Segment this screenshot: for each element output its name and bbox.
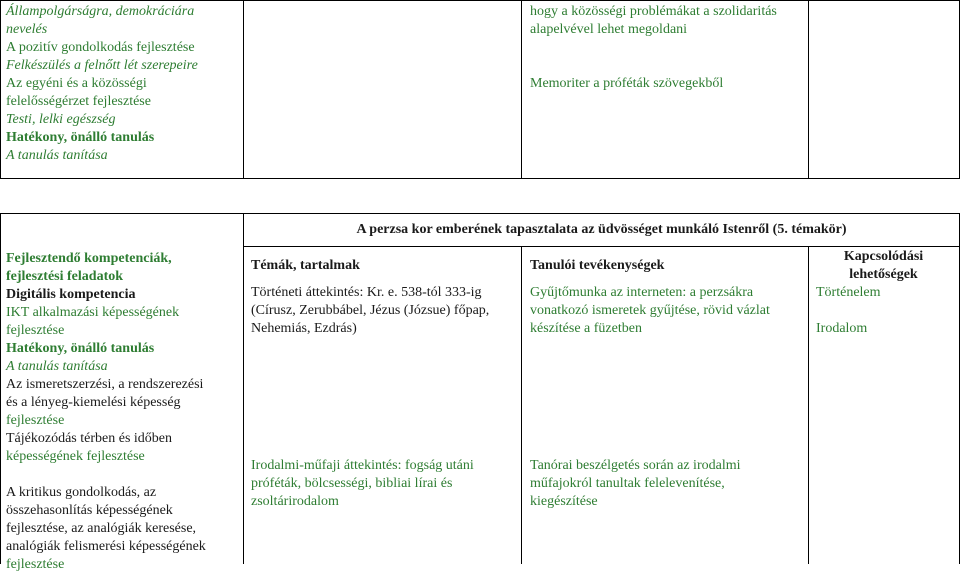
competencies-heading (6, 250, 241, 286)
competencies-list-2 (6, 484, 241, 574)
competency-line-9: Tájékozódás térben és időben (6, 431, 172, 446)
connection-literature: Irodalom (816, 321, 868, 336)
row2-topics-cell (251, 457, 519, 511)
top-table-top-border (0, 0, 960, 1)
top-table-divider-1 (243, 0, 244, 179)
connections-header-line-2: lehetőségek (849, 267, 918, 282)
competency-line-b-5: fejlesztése (6, 557, 65, 572)
top-table-bottom-border (0, 178, 960, 179)
top-table-divider-2 (521, 0, 522, 179)
row2-topic-line-2: próféták, bölcsességi, bibliai lírai és (251, 476, 453, 491)
section-left-border (0, 213, 1, 564)
section-title: A perzsa kor emberének tapasztalata az üdvösséget munkáló Istenről (5. témakör) (356, 222, 847, 237)
topics-header: Témák, tartalmak (251, 258, 360, 273)
competency-line-10: képességének fejlesztése (6, 449, 145, 464)
competency-line-b-4: analógiák felismerési képességének (6, 539, 206, 554)
competency-line-8: fejlesztése (6, 413, 65, 428)
top-competency-line-1: Állampolgárságra, demokráciára (6, 4, 195, 19)
row1-topics-cell (251, 284, 519, 338)
top-activity-line-1: hogy a közösségi problémákat a szolidaritás (530, 4, 777, 19)
competencies-heading-line-1: Fejlesztendő kompetenciák, (6, 251, 172, 266)
row2-topic-line-3: zsoltárirodalom (251, 494, 339, 509)
memoriter-text: Memoriter a próféták szövegekből (530, 76, 724, 91)
competencies-heading-line-2: fejlesztési feladatok (6, 269, 124, 284)
competency-line-3: fejlesztése (6, 323, 65, 338)
top-competencies-cell (6, 3, 241, 165)
connections-header-line-1: Kapcsolódási (843, 249, 924, 264)
top-activity-line-2: alapelvével lehet megoldani (530, 22, 688, 37)
competencies-cell (6, 250, 241, 574)
section-top-border (0, 213, 960, 214)
top-activities-cell (530, 3, 806, 93)
row1-activity-line-2: vonatkozó ismeretek gyűjtése, rövid vázlat (530, 303, 770, 318)
competency-line-b-1: A kritikus gondolkodás, az (6, 485, 157, 500)
competency-line-6: Az ismeretszerzési, a rendszerezési (6, 377, 204, 392)
connection-history: Történelem (816, 285, 881, 300)
row2-activities-cell (530, 457, 806, 511)
top-competency-line-4: Felkészülés a felnőtt lét szerepeire (6, 58, 198, 73)
top-competency-line-3: A pozitív gondolkodás fejlesztése (6, 40, 195, 55)
competency-line-b-2: összehasonlítás képességének (6, 503, 173, 518)
row1-activity-line-3: készítése a füzetben (530, 321, 642, 336)
section-divider-3 (808, 246, 809, 564)
row1-activity-line-1: Gyűjtőmunka az interneten: a perzsákra (530, 285, 754, 300)
top-competencies-list (6, 3, 241, 165)
top-competency-line-7: Testi, lelki egészség (6, 112, 116, 127)
section-divider-2 (521, 246, 522, 564)
competency-line-4: Hatékony, önálló tanulás (6, 341, 155, 356)
competency-line-7: és a lényeg-kiemelési képesség (6, 395, 181, 410)
connections-header (808, 248, 959, 284)
competencies-list (6, 286, 241, 466)
row1-topic-line-3: Nehemiás, Ezdrás) (251, 321, 357, 336)
row2-activity-line-3: kiegészítése (530, 494, 598, 509)
top-competency-line-9: A tanulás tanítása (6, 148, 108, 163)
top-table-divider-3 (808, 0, 809, 179)
section-divider-1 (243, 213, 244, 564)
top-activities-text (530, 3, 806, 39)
top-table-left-border (0, 0, 1, 179)
top-competency-line-6: felelősségérzet fejlesztése (6, 94, 151, 109)
competency-line-2: IKT alkalmazási képességének (6, 305, 180, 320)
row1-connections-cell (816, 284, 956, 338)
top-competency-line-5: Az egyéni és a közösségi (6, 76, 147, 91)
row1-activities-cell (530, 284, 806, 338)
competency-line-1: Digitális kompetencia (6, 287, 136, 302)
section-title-bottom-border (243, 246, 960, 247)
row1-topic-line-1: Történeti áttekintés: Kr. e. 538-tól 333-ig (251, 285, 482, 300)
row1-topic-line-2: (Círusz, Zerubbábel, Jézus (Józsue) főpap, (251, 303, 490, 318)
top-competency-line-8: Hatékony, önálló tanulás (6, 130, 155, 145)
row2-activity-line-2: műfajokról tanultak felelevenítése, (530, 476, 725, 491)
row2-topic-line-1: Irodalmi-műfaji áttekintés: fogság utáni (251, 458, 474, 473)
top-competency-line-2: nevelés (6, 22, 48, 37)
competency-line-5: A tanulás tanítása (6, 359, 108, 374)
competency-line-b-3: fejlesztése, az analógiák keresése, (6, 521, 197, 536)
activities-header: Tanulói tevékenységek (530, 258, 665, 273)
row2-activity-line-1: Tanórai beszélgetés során az irodalmi (530, 458, 741, 473)
